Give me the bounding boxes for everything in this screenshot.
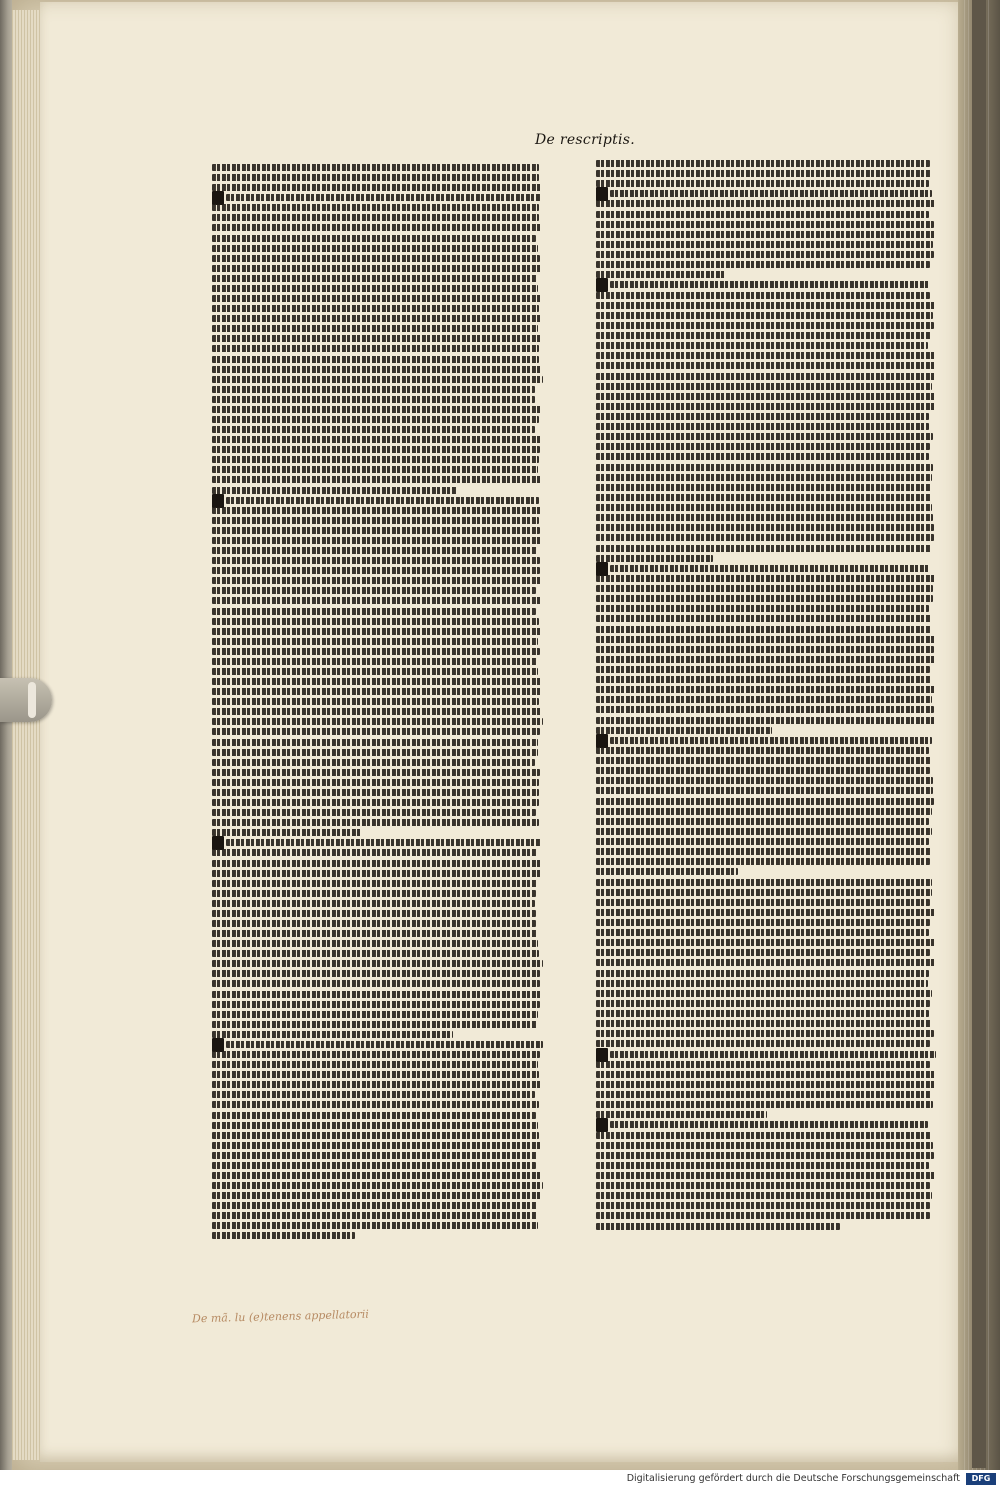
text-line bbox=[596, 423, 929, 430]
text-line bbox=[212, 698, 539, 705]
text-line bbox=[596, 858, 930, 865]
text-line bbox=[212, 779, 539, 786]
text-line bbox=[212, 376, 543, 383]
text-line bbox=[212, 819, 539, 826]
text-line bbox=[596, 949, 930, 956]
text-line bbox=[596, 312, 933, 319]
text-line bbox=[212, 1071, 539, 1078]
text-line bbox=[610, 1121, 928, 1128]
text-line bbox=[596, 1000, 930, 1007]
text-line bbox=[596, 1202, 930, 1209]
paragraph-initial bbox=[212, 494, 224, 508]
text-line bbox=[212, 527, 540, 534]
text-line bbox=[596, 211, 929, 218]
text-line bbox=[212, 849, 537, 856]
text-line bbox=[596, 848, 931, 855]
text-line bbox=[212, 557, 540, 564]
text-line bbox=[610, 737, 932, 744]
text-column-left bbox=[212, 164, 547, 1242]
text-line bbox=[596, 808, 932, 815]
text-line bbox=[212, 235, 536, 242]
text-line bbox=[596, 241, 933, 248]
text-line bbox=[596, 504, 932, 511]
text-line bbox=[596, 899, 930, 906]
text-line bbox=[596, 292, 930, 299]
text-line bbox=[212, 275, 537, 282]
text-line bbox=[212, 910, 536, 917]
text-line bbox=[212, 890, 536, 897]
text-line bbox=[212, 1091, 535, 1098]
text-line bbox=[212, 295, 542, 302]
text-line bbox=[596, 494, 931, 501]
text-line bbox=[212, 991, 541, 998]
text-line bbox=[596, 676, 931, 683]
text-line bbox=[212, 436, 541, 443]
text-line bbox=[596, 818, 929, 825]
text-line bbox=[596, 828, 932, 835]
paragraph-initial bbox=[596, 278, 608, 292]
text-line bbox=[596, 393, 935, 400]
text-line bbox=[596, 160, 930, 167]
text-line bbox=[596, 464, 933, 471]
text-line bbox=[596, 889, 932, 896]
text-line bbox=[596, 443, 930, 450]
text-line bbox=[212, 1222, 538, 1229]
text-line bbox=[212, 668, 538, 675]
text-line bbox=[596, 383, 932, 390]
text-line bbox=[596, 555, 713, 562]
text-line bbox=[596, 1081, 935, 1088]
text-line bbox=[212, 718, 543, 725]
text-line bbox=[212, 537, 542, 544]
text-line bbox=[212, 1061, 538, 1068]
text-line bbox=[596, 433, 933, 440]
page-holder-clip bbox=[0, 678, 52, 722]
paragraph-initial bbox=[596, 187, 608, 201]
text-line bbox=[596, 524, 934, 531]
text-line bbox=[596, 200, 935, 207]
text-line bbox=[596, 484, 931, 491]
text-line bbox=[596, 514, 933, 521]
scan-border-strip bbox=[972, 0, 986, 1468]
text-line bbox=[596, 980, 928, 987]
text-line bbox=[212, 406, 542, 413]
text-line bbox=[212, 426, 535, 433]
text-line bbox=[596, 1061, 930, 1068]
text-line bbox=[212, 739, 538, 746]
text-line bbox=[596, 1111, 767, 1118]
text-line bbox=[212, 799, 539, 806]
text-line bbox=[212, 618, 539, 625]
text-line bbox=[212, 1132, 539, 1139]
text-line bbox=[212, 517, 539, 524]
text-line bbox=[610, 190, 932, 197]
text-line bbox=[212, 708, 542, 715]
footer-bar bbox=[0, 1470, 1000, 1488]
paragraph-initial bbox=[212, 191, 224, 205]
text-line bbox=[596, 636, 936, 643]
text-line bbox=[212, 1051, 540, 1058]
text-line bbox=[596, 970, 929, 977]
text-line bbox=[596, 413, 929, 420]
text-line bbox=[596, 646, 934, 653]
text-line bbox=[596, 170, 931, 177]
text-line bbox=[212, 749, 538, 756]
text-line bbox=[212, 265, 541, 272]
text-line bbox=[212, 809, 536, 816]
text-line bbox=[596, 868, 738, 875]
text-line bbox=[212, 456, 539, 463]
text-line bbox=[212, 1101, 539, 1108]
text-line bbox=[596, 221, 934, 228]
text-line bbox=[596, 332, 931, 339]
text-line bbox=[596, 939, 935, 946]
text-line bbox=[610, 1051, 936, 1058]
text-line bbox=[212, 769, 540, 776]
text-line bbox=[596, 990, 932, 997]
text-line bbox=[212, 940, 538, 947]
text-line bbox=[596, 1152, 934, 1159]
text-line bbox=[212, 174, 539, 181]
text-line bbox=[596, 261, 930, 268]
text-line bbox=[596, 1142, 933, 1149]
text-line bbox=[226, 839, 541, 846]
text-line bbox=[596, 1192, 932, 1199]
paragraph-initial bbox=[596, 562, 608, 576]
text-line bbox=[212, 829, 361, 836]
text-line bbox=[596, 909, 935, 916]
text-line bbox=[610, 565, 929, 572]
text-line bbox=[212, 255, 540, 262]
text-line bbox=[212, 325, 538, 332]
text-line bbox=[212, 789, 539, 796]
text-line bbox=[596, 403, 935, 410]
text-line bbox=[596, 838, 929, 845]
text-line bbox=[596, 1172, 936, 1179]
text-line bbox=[596, 1030, 934, 1037]
text-line bbox=[596, 777, 933, 784]
text-line bbox=[596, 251, 934, 258]
text-line bbox=[212, 335, 542, 342]
text-line bbox=[212, 860, 542, 867]
text-line bbox=[596, 575, 936, 582]
text-line bbox=[596, 696, 932, 703]
text-line bbox=[212, 950, 539, 957]
handwritten-margin-note: De mã. lu (e)tenens appellatorii bbox=[191, 1307, 369, 1326]
text-line bbox=[596, 706, 934, 713]
text-line bbox=[212, 1192, 542, 1199]
text-line bbox=[212, 164, 539, 171]
text-line bbox=[596, 534, 934, 541]
text-line bbox=[212, 980, 540, 987]
text-line bbox=[212, 1112, 536, 1119]
text-line bbox=[212, 638, 538, 645]
text-line bbox=[596, 1091, 931, 1098]
text-line bbox=[212, 345, 539, 352]
text-line bbox=[596, 322, 934, 329]
text-line bbox=[212, 930, 537, 937]
text-line bbox=[212, 1172, 541, 1179]
text-line bbox=[212, 658, 537, 665]
text-line bbox=[596, 352, 935, 359]
text-line bbox=[212, 446, 540, 453]
text-line bbox=[212, 476, 541, 483]
text-line bbox=[212, 688, 541, 695]
text-line bbox=[212, 1162, 536, 1169]
text-line bbox=[212, 487, 457, 494]
running-head: De rescriptis. bbox=[535, 132, 636, 148]
text-line bbox=[596, 231, 936, 238]
text-line bbox=[596, 1132, 931, 1139]
text-line bbox=[212, 1232, 355, 1239]
text-line bbox=[212, 1001, 540, 1008]
text-line bbox=[596, 1040, 930, 1047]
text-line bbox=[212, 204, 539, 211]
text-line bbox=[212, 1031, 453, 1038]
text-line bbox=[212, 587, 536, 594]
text-line bbox=[596, 373, 935, 380]
paragraph-initial bbox=[596, 734, 608, 748]
text-line bbox=[596, 929, 929, 936]
text-line bbox=[596, 180, 929, 187]
text-line bbox=[212, 597, 541, 604]
footer-credit: Digitalisierung gefördert durch die Deutsche Forschungsgemeinschaft bbox=[626, 1473, 960, 1484]
text-line bbox=[212, 356, 539, 363]
text-line bbox=[596, 302, 936, 309]
text-line bbox=[212, 214, 539, 221]
text-line bbox=[596, 1212, 930, 1219]
text-line bbox=[212, 728, 540, 735]
text-line bbox=[212, 245, 538, 252]
text-line bbox=[596, 1101, 933, 1108]
text-line bbox=[212, 759, 535, 766]
text-line bbox=[596, 686, 935, 693]
text-line bbox=[212, 1202, 537, 1209]
text-line bbox=[596, 798, 934, 805]
text-column-right bbox=[596, 160, 940, 1232]
text-line bbox=[596, 595, 933, 602]
text-line bbox=[596, 1162, 929, 1169]
text-line bbox=[212, 648, 540, 655]
text-line bbox=[212, 366, 542, 373]
text-line bbox=[212, 1011, 538, 1018]
text-line bbox=[596, 656, 935, 663]
text-line bbox=[596, 615, 931, 622]
page-stack-edge bbox=[12, 10, 42, 1460]
text-line bbox=[596, 1010, 929, 1017]
text-line bbox=[212, 900, 535, 907]
text-line bbox=[212, 1122, 538, 1129]
text-line bbox=[212, 507, 541, 514]
text-line bbox=[212, 184, 542, 191]
text-line bbox=[212, 567, 540, 574]
text-line bbox=[596, 757, 931, 764]
text-line bbox=[610, 281, 930, 288]
text-line bbox=[596, 342, 928, 349]
text-line bbox=[212, 577, 542, 584]
text-line bbox=[596, 626, 931, 633]
text-line bbox=[212, 396, 535, 403]
text-line bbox=[596, 1071, 935, 1078]
text-line bbox=[212, 1152, 537, 1159]
text-line bbox=[212, 224, 542, 231]
text-line bbox=[596, 787, 933, 794]
text-line bbox=[596, 747, 929, 754]
text-line bbox=[226, 497, 539, 504]
text-line bbox=[212, 315, 541, 322]
text-line bbox=[596, 727, 772, 734]
text-line bbox=[596, 585, 933, 592]
text-line bbox=[212, 1021, 537, 1028]
text-line bbox=[212, 880, 537, 887]
text-line bbox=[212, 920, 536, 927]
text-line bbox=[212, 1212, 537, 1219]
paragraph-initial bbox=[596, 1118, 608, 1132]
text-line bbox=[596, 1020, 931, 1027]
text-line bbox=[596, 717, 935, 724]
text-line bbox=[596, 474, 932, 481]
text-line bbox=[596, 1182, 930, 1189]
dfg-logo: DFG bbox=[966, 1473, 996, 1485]
text-line bbox=[212, 386, 535, 393]
text-line bbox=[212, 1081, 542, 1088]
text-line bbox=[226, 194, 541, 201]
text-line bbox=[212, 285, 538, 292]
text-line bbox=[212, 305, 539, 312]
text-line bbox=[596, 453, 929, 460]
text-line bbox=[596, 362, 935, 369]
paragraph-initial bbox=[596, 1048, 608, 1062]
text-line bbox=[596, 919, 930, 926]
text-line bbox=[596, 666, 930, 673]
text-line bbox=[596, 545, 931, 552]
paragraph-initial bbox=[212, 836, 224, 850]
text-line bbox=[596, 879, 932, 886]
text-line bbox=[596, 767, 930, 774]
paragraph-initial bbox=[212, 1038, 224, 1052]
text-line bbox=[212, 466, 538, 473]
text-line bbox=[596, 605, 929, 612]
text-line bbox=[212, 1182, 543, 1189]
text-line bbox=[212, 547, 537, 554]
text-line bbox=[226, 1041, 543, 1048]
text-line bbox=[212, 628, 541, 635]
text-line bbox=[212, 678, 542, 685]
text-line bbox=[596, 1223, 840, 1230]
text-line bbox=[212, 870, 541, 877]
text-line bbox=[596, 271, 726, 278]
text-line bbox=[596, 959, 936, 966]
text-line bbox=[212, 608, 536, 615]
text-line bbox=[212, 416, 539, 423]
text-line bbox=[212, 960, 543, 967]
text-line bbox=[212, 970, 540, 977]
text-line bbox=[212, 1142, 542, 1149]
